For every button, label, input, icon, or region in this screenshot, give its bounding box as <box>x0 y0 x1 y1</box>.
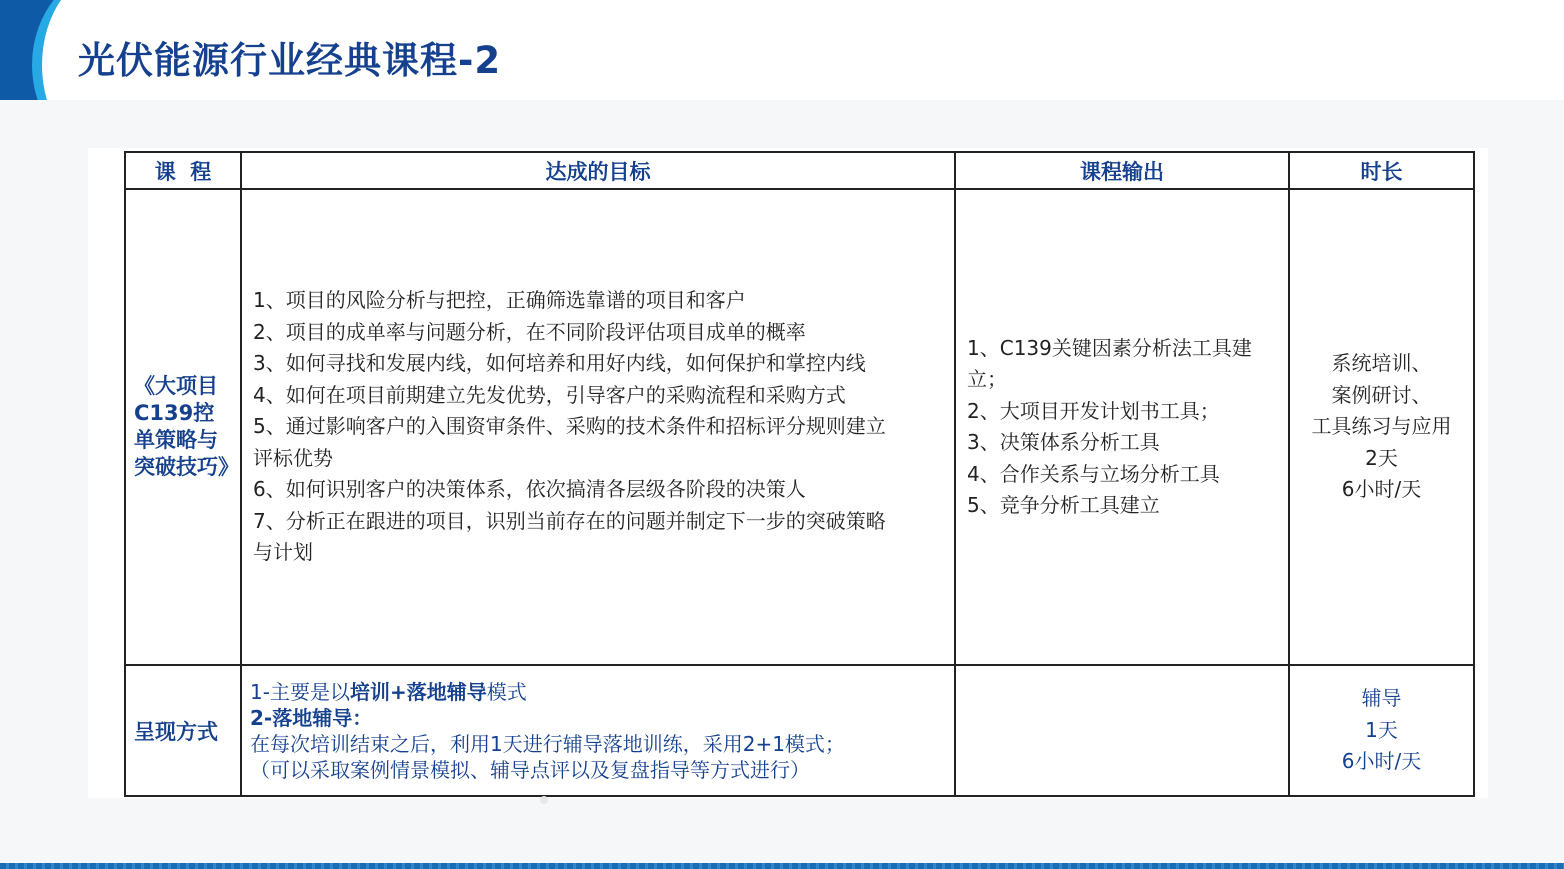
output-item: 5、竞争分析工具建立 <box>967 493 1160 517</box>
course-name-cell <box>125 189 241 665</box>
table-header-row <box>125 152 1474 189</box>
output-item: 2、大项目开发计划书工具； <box>967 398 1220 423</box>
goals-cell <box>241 189 955 665</box>
goal-item: 1、项目的风险分析与把控，正确筛选靠谱的项目和客户 <box>253 288 746 313</box>
table-row <box>125 189 1474 665</box>
output-item: 1、C139关键因素分析法工具建 <box>967 335 1252 360</box>
goal-item: 7、分析正在跟进的项目，识别当前存在的问题并制定下一步的突破策略 <box>253 508 886 533</box>
mode-line: （可以采取案例情景模拟、辅导点评以及复盘指导等方式进行） <box>250 757 810 782</box>
header-outputs: 课程输出 <box>955 152 1289 189</box>
course-name-line: 《大项目 <box>134 374 218 398</box>
duration-line: 6小时/天 <box>1341 749 1422 774</box>
course-name-line: C139控 <box>134 401 215 425</box>
bottom-bar <box>0 863 1564 869</box>
duration-line: 1天 <box>1365 717 1398 742</box>
goal-item: 5、通过影响客户的入围资审条件、采购的技术条件和招标评分规则建立 <box>253 414 886 439</box>
mode-text-bold: 培训+落地辅导 <box>349 679 487 704</box>
outputs-cell <box>955 189 1289 665</box>
duration-line: 工具练习与应用 <box>1311 414 1452 439</box>
mode-subheading: 2-落地辅导： <box>250 705 373 730</box>
table-row <box>125 665 1474 796</box>
output-item: 3、决策体系分析工具 <box>967 430 1160 454</box>
mode-duration-cell <box>1289 665 1474 796</box>
goal-item: 4、如何在项目前期建立先发优势，引导客户的采购流程和采购方式 <box>253 382 846 407</box>
mode-line <box>250 705 944 731</box>
output-item: 立； <box>967 367 1007 391</box>
page-title: 光伏能源行业经典课程-2 <box>78 39 502 82</box>
goal-item: 与计划 <box>253 540 313 565</box>
mode-line <box>250 679 944 705</box>
goal-item: 评标优势 <box>253 445 333 470</box>
header-duration: 时长 <box>1289 152 1474 189</box>
decorative-dot <box>540 796 548 804</box>
goal-item: 3、如何寻找和发展内线，如何培养和用好内线，如何保护和掌控内线 <box>253 351 866 376</box>
output-item: 4、合作关系与立场分析工具 <box>967 461 1220 486</box>
course-name-line: 单策略与 <box>134 428 218 452</box>
duration-line: 系统培训、 <box>1331 351 1432 376</box>
duration-cell <box>1289 189 1474 665</box>
duration-line: 6小时/天 <box>1341 477 1422 502</box>
mode-text-prefix: 1-主要是以 <box>250 679 350 704</box>
course-name-line: 突破技巧》 <box>134 455 239 479</box>
mode-text-suffix: 模式 <box>486 679 527 704</box>
mode-description-cell <box>241 665 955 796</box>
mode-label-cell: 呈现方式 <box>125 665 241 796</box>
course-table <box>124 151 1475 797</box>
mode-outputs-cell <box>955 665 1289 796</box>
duration-line: 辅导 <box>1361 686 1402 711</box>
goal-item: 2、项目的成单率与问题分析，在不同阶段评估项目成单的概率 <box>253 319 806 344</box>
duration-line: 2天 <box>1365 445 1398 470</box>
mode-line: 在每次培训结束之后，利用1天进行辅导落地训练，采用2+1模式； <box>250 731 845 756</box>
header-course: 课 程 <box>125 152 241 189</box>
corner-decoration <box>0 0 90 100</box>
goal-item: 6、如何识别客户的决策体系，依次搞清各层级各阶段的决策人 <box>253 477 806 502</box>
header-goals: 达成的目标 <box>241 152 955 189</box>
duration-line: 案例研讨、 <box>1331 382 1432 407</box>
